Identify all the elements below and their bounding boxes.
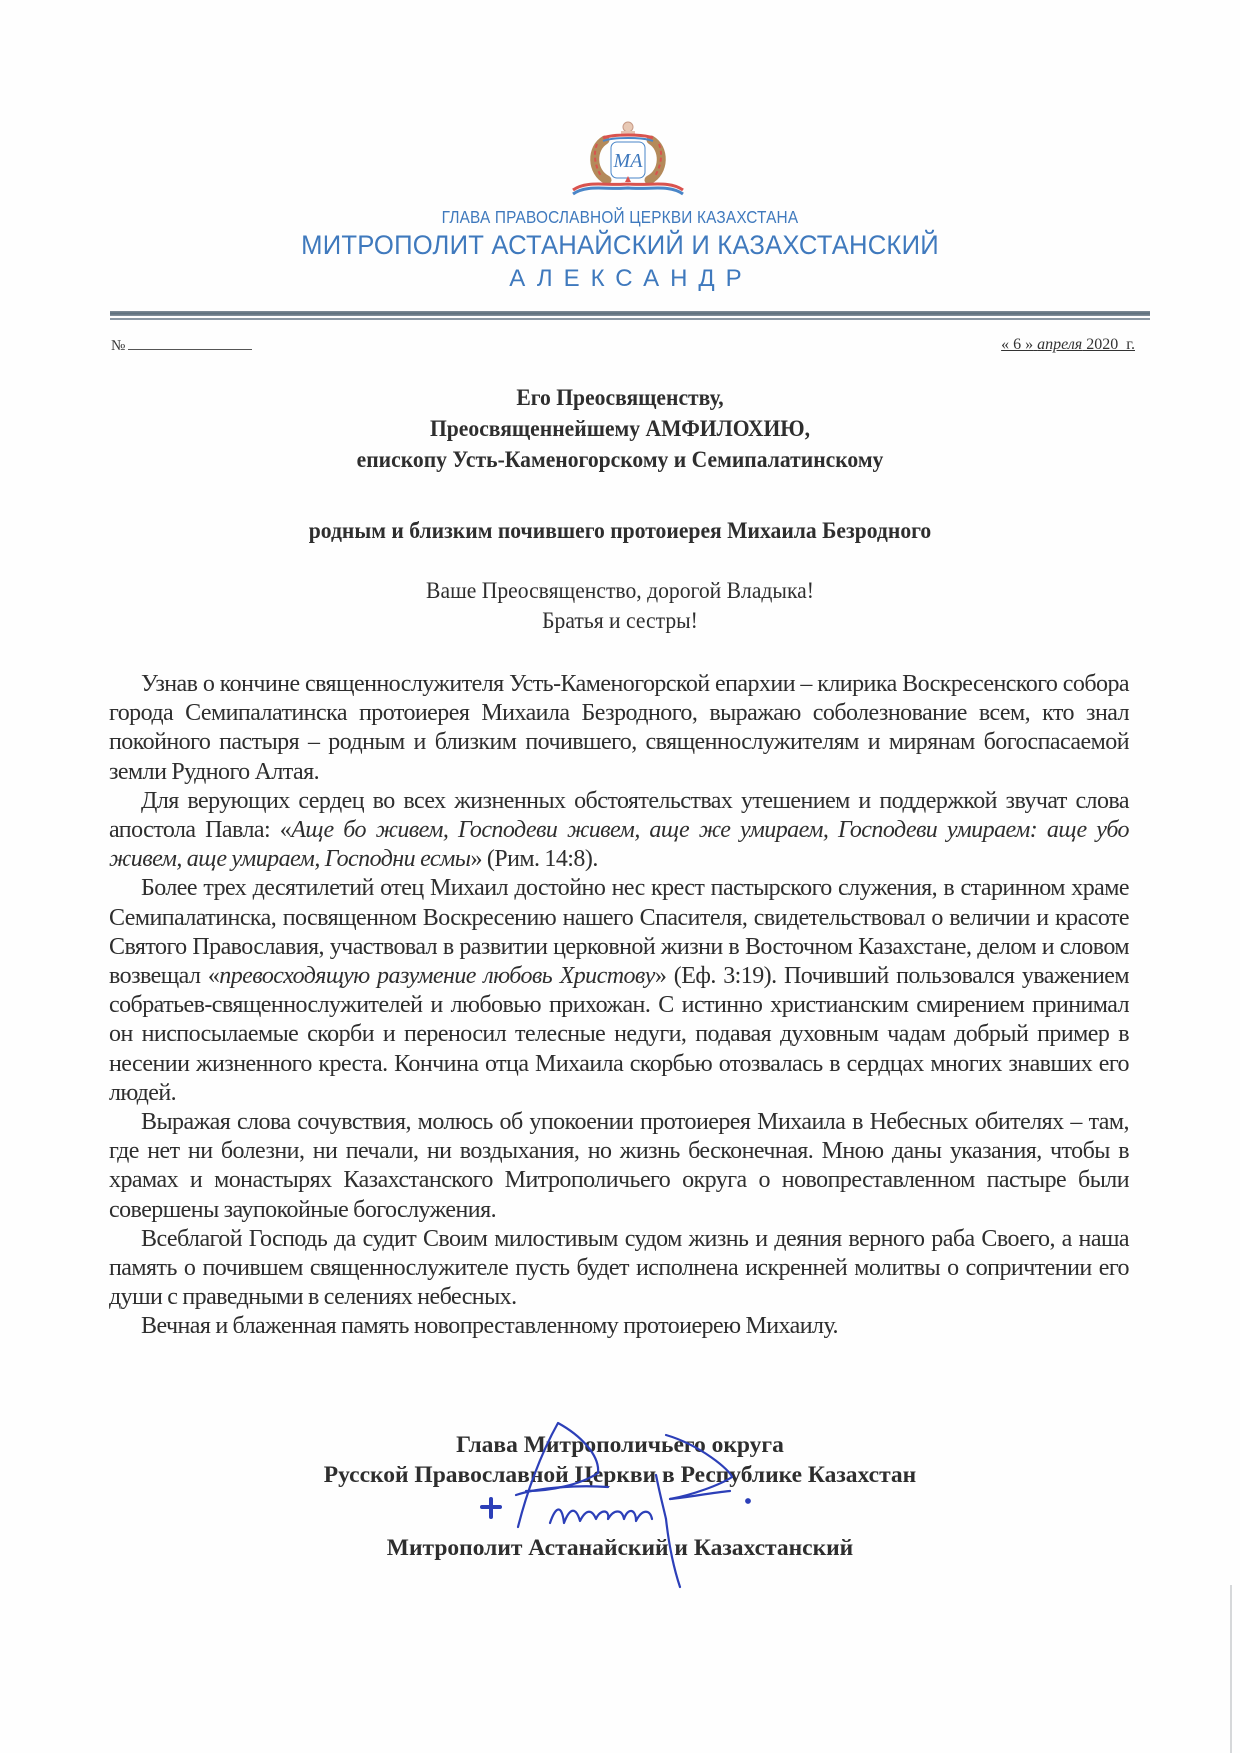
letterhead-name: АЛЕКСАНДР	[509, 265, 753, 292]
paragraph-5: Всеблагой Господь да судит Своим милостивым судом жизнь и деяния верного раба Своего, а наша память о почившем священнослужителе пусть будет исполнена искренней молитвы о сопричтении его души с праведными в селениях небесных.	[109, 1225, 1129, 1311]
number-blank	[128, 335, 252, 350]
greeting-block	[0, 576, 1240, 636]
paragraph-3-rest: » (Еф. 3:19). Почивший пользовался уважением собратьев-священнослужителей и любовью прихожан. С истинно христианским смирением принимал он ниспосылаемые скорби и переносил телесные недуги, подавая духовным чадам добрый пример в несении жизненного креста. Кончина отца Михаила скорбью отозвалась в сердцах многих знавших его людей.	[109, 963, 1129, 1106]
monogram-emblem-icon	[567, 120, 689, 198]
paragraph-4: Выражая слова сочувствия, молюсь об упокоении протоиерея Михаила в Небесных обителях – там, где нет ни болезни, ни печали, ни воздыхания, но жизнь бесконечная. Мною даны указания, чтобы в храмах и монастырях Казахстанского Митрополичьего округа о новопреставленном пастыре были совершены заупокойные богослужения.	[109, 1109, 1129, 1223]
scripture-quote-rom: Аще бо живем, Господеви живем, аще же умираем, Господеви умираем: аще убо живем, аще умираем, Господни есмы	[109, 817, 1129, 873]
letterhead-title: ГЛАВА ПРАВОСЛАВНОЙ ЦЕРКВИ КАЗАХСТАНА	[441, 207, 799, 227]
handwritten-signature-icon	[430, 1415, 870, 1590]
scripture-quote-eph: превосходящую разумение любовь Христову	[219, 963, 655, 990]
signer-title-1: Глава Митрополичьего округа	[456, 1432, 784, 1458]
scan-edge	[1230, 1585, 1232, 1753]
date-day: « 6 »	[1001, 336, 1034, 353]
greeting-line-2: Братья и сестры!	[542, 608, 698, 634]
addressee-line-3: епископу Усть-Каменогорскому и Семипалатинскому	[356, 447, 884, 473]
paragraph-2-citation: » (Рим. 14:8).	[470, 846, 598, 873]
paragraph-6: Вечная и блаженная память новопреставленному протоиерею Михаилу.	[141, 1313, 838, 1340]
signer-title-3: Митрополит Астанайский и Казахстанский	[386, 1535, 854, 1561]
date-year: 2020 г.	[1082, 336, 1135, 353]
greeting-line-1: Ваше Преосвященство, дорогой Владыка!	[426, 578, 814, 604]
addressee-line-1: Его Преосвященству,	[516, 385, 724, 411]
signer-title-2: Русской Православной Церкви в Республике Казахстан	[323, 1462, 917, 1488]
document-number	[111, 335, 252, 355]
letter-body	[109, 670, 1129, 1342]
letterhead-divider	[110, 311, 1150, 321]
svg-text:МА: МА	[613, 150, 643, 172]
paragraph-3	[109, 874, 1129, 1108]
date-month: апреля	[1037, 336, 1083, 353]
addressee-line-2: Преосвященнейшему АМФИЛОХИЮ,	[429, 416, 811, 442]
paragraph-3-text: Более трех десятилетий отец Михаил достойно нес крест пастырского служения, в старинном храме Семипалатинска, посвященном Воскресению нашего Спасителя, свидетельствовал о величии и красоте Святого Православия, участвовал в развитии церковной жизни в Восточном Казахстане, делом и словом возвещал «	[109, 875, 1129, 990]
relatives-line: родным и близким почившего протоиерея Михаила Безродного	[308, 518, 932, 544]
paragraph-1: Узнав о кончине священнослужителя Усть-Каменогорской епархии – клирика Воскресенского собора города Семипалатинска протоиерея Михаила Безродного, выражаю соболезнование всем, кто знал покойного пастыря – родным и близким почившего, священнослужителям и мирянам богоспасаемой земли Рудного Алтая.	[109, 671, 1129, 785]
paragraph-2-text: Для верующих сердец во всех жизненных обстоятельствах утешением и поддержкой звучат слова апостола Павла: «	[109, 787, 1129, 844]
addressee-block	[0, 383, 1240, 476]
paragraph-2	[109, 787, 1129, 875]
document-date	[1001, 336, 1135, 354]
letterhead-rank: МИТРОПОЛИТ АСТАНАЙСКИЙ И КАЗАХСТАНСКИЙ	[301, 230, 939, 260]
number-label: №	[111, 338, 126, 354]
